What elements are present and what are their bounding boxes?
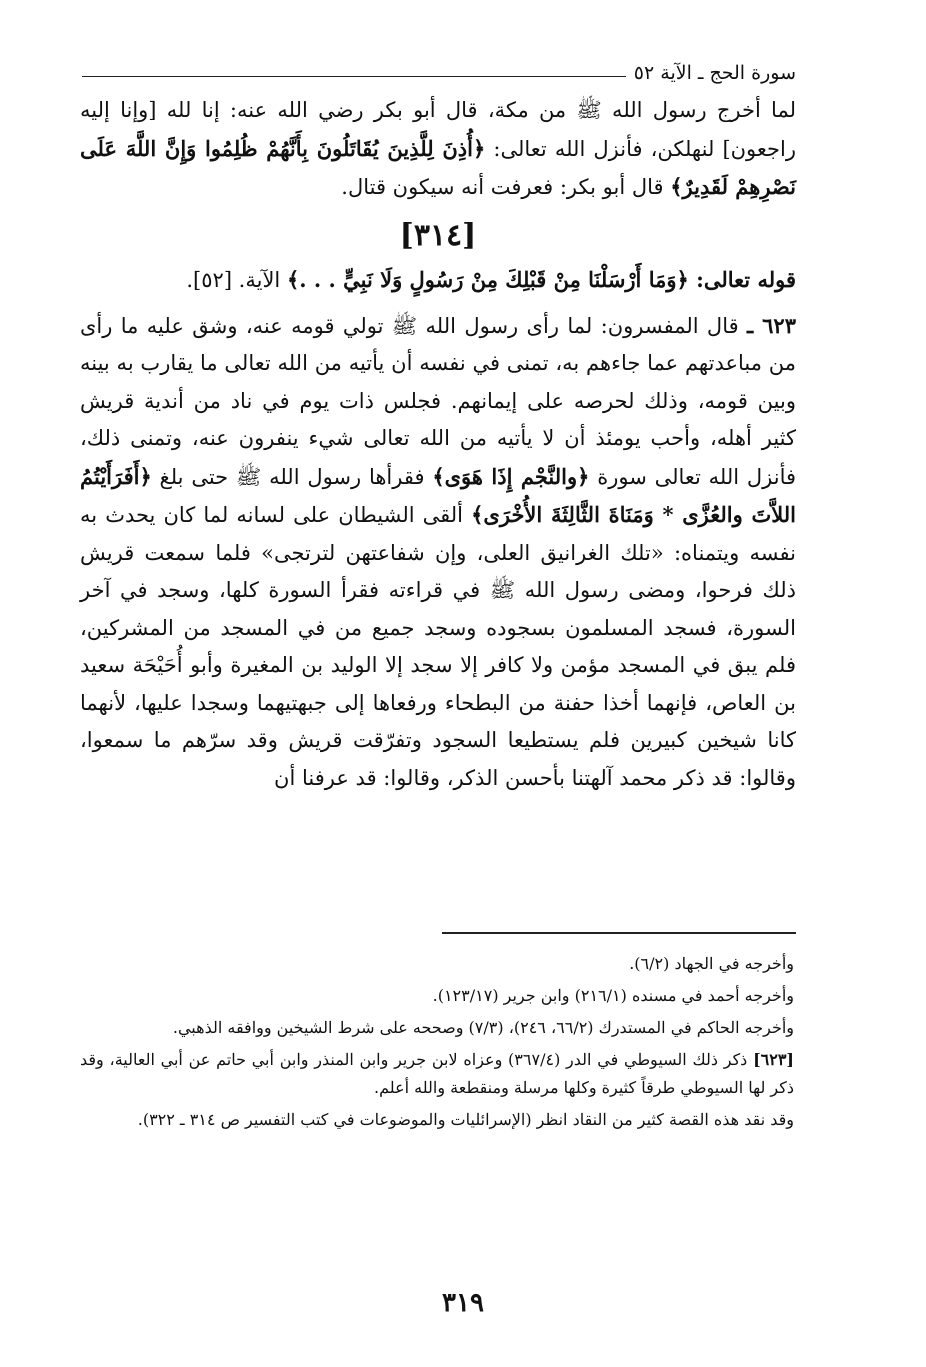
footnote-text: ذكر ذلك السيوطي في الدر (٣٦٧/٤) وعزاه لابن جرير وابن المنذر وابن أبي حاتم عن أبي العالية، وقد ذكر لها السيوطي طرقاً كثيرة وكلها مرسلة ومنقطعة والله أعلم. xyxy=(80,1050,794,1097)
narration-text-2: فقرأها رسول الله ﷺ حتى بلغ xyxy=(151,464,433,489)
footnotes xyxy=(80,950,794,1138)
running-header xyxy=(82,58,796,90)
surah-verse-title: سورة الحج ـ الآية ٥٢ xyxy=(633,62,796,84)
narration-paragraph xyxy=(80,307,796,798)
quran-quote: ﴿أُذِنَ لِلَّذِينَ يُقَاتَلُونَ بِأَنَّهُمْ ظُلِمُوا وَإِنَّ اللَّهَ عَلَى نَصْرِهِمْ لَقَدِيرٌ﴾ xyxy=(80,135,796,199)
verse-reference-line xyxy=(80,261,796,299)
footnote: وقد نقد هذه القصة كثير من النقاد انظر (الإسرائليات والموضوعات في كتب التفسير ص ٣١٤ ـ ٣٢٢). xyxy=(137,1110,794,1129)
footnote: وأخرجه في الجهاد (٦/٢). xyxy=(629,954,794,973)
page-number: ٣١٩ xyxy=(442,1288,484,1318)
quran-quote: ﴿أَفَرَأَيْتُمُ اللاَّتَ والعُزَّى * وَمَنَاةَ الثَّالِثَةَ الأُخْرَى﴾ xyxy=(80,463,796,527)
intro-text-1: لما أخرج رسول الله ﷺ من مكة، قال أبو بكر رضي الله عنه: إنا لله [وإنا إليه راجعون] لنهلكن، فأنزل الله تعالى: xyxy=(80,98,796,161)
intro-text-2: قال أبو بكر: فعرفت أنه سيكون قتال. xyxy=(341,175,671,199)
footnote xyxy=(80,1046,794,1102)
footnote: وأخرجه أحمد في مسنده (٢١٦/١) وابن جرير (١٢٣/١٧). xyxy=(432,986,794,1005)
intro-paragraph xyxy=(80,92,796,207)
footnote: وأخرجه الحاكم في المستدرك (٦٦/٢، ٢٤٦)، (٧/٣) وصححه على شرط الشيخين ووافقه الذهبي. xyxy=(172,1018,794,1037)
header-rule xyxy=(82,76,626,77)
footnote-ref: [٦٢٣] xyxy=(753,1050,794,1069)
narration-number: ٦٢٣ ـ xyxy=(747,312,796,338)
verse-intro: قوله تعالى: xyxy=(688,266,796,292)
main-text xyxy=(80,92,796,797)
narration-text-1: قال المفسرون: لما رأى رسول الله ﷺ تولي قومه عنه، وشق عليه ما رأى من مباعدتهم عما جاءهم به، تمنى في نفسه أن يأتيه من الله تعالى ما يقارب به بينه وبين قومه، وذلك لحرصه على إيمانهم. فجلس ذات يوم في ناد من أندية قريش كثير أهله، وأحب يومئذ أن لا يأتيه من الله تعالى شيء ينفرون عنه، وتمنى ذلك، فأنزل الله تعالى سورة xyxy=(80,313,797,489)
section-number: [٣١٤] xyxy=(399,217,477,253)
verse-ref: الآية. [٥٢]. xyxy=(186,267,287,292)
narration-text-3: ألقى الشيطان على لسانه لما كان يحدث به نفسه ويتمناه: «تلك الغرانيق العلى، وإن شفاعتهن لترتجى» فلما سمعت قريش ذلك فرحوا، ومضى رسول الله ﷺ في قراءته فقرأ السورة كلها، وسجد في آخر السورة، فسجد المسلمون بسجوده وسجد جميع من في المسجد من المشركين، فلم يبق في المسجد مؤمن ولا كافر إلا سجد إلا الوليد بن المغيرة وأبو أُحَيْحَة سعيد بن العاص، فإنهما أخذا حفنة من البطحاء ورفعاها إلى جبهتيهما وسجدا عليها، لأنهما كانا شيخين كبيرين فلم يستطيعا السجود وتفرّقت قريش وقد سرّهم ما سمعوا، وقالوا: قد ذكر محمد آلهتنا بأحسن الذكر، وقالوا: قد عرفنا أن xyxy=(80,503,796,790)
quran-quote: ﴿وَمَا أَرْسَلْنَا مِنْ قَبْلِكَ مِنْ رَسُولٍ وَلَا نَبِيٍّ . . .﴾ xyxy=(286,266,689,292)
footnote-separator xyxy=(442,932,796,934)
quran-quote: ﴿والنَّجْم إِذَا هَوَى﴾ xyxy=(432,463,590,489)
